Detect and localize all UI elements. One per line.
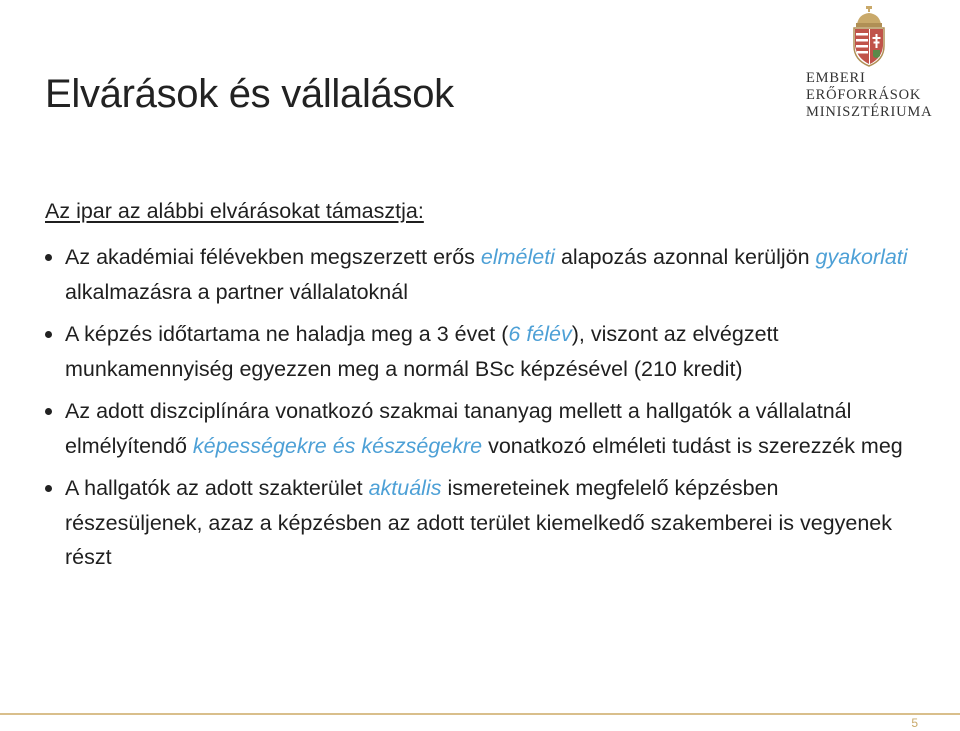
ministry-name-line-1: EMBERI ERŐFORRÁSOK: [806, 70, 922, 103]
bullet-text: Az adott diszciplínára vonatkozó szakmai tananyag mellett a hallgatók a vállalatnál elmélyítendő: [65, 399, 852, 458]
bullet-item: [40, 240, 910, 309]
highlight-text: gyakorlati: [815, 245, 908, 269]
bullet-text: ismereteinek megfelelő képzésben részesüljenek, azaz a képzésben az adott terület kiemelkedő szakemberei is vegyenek részt: [65, 476, 893, 569]
bullet-text: Az akadémiai félévekben megszerzett erős: [65, 245, 481, 269]
footer-divider: [0, 713, 960, 715]
crest-icon: [849, 6, 889, 68]
page-title: Elvárások és vállalások: [45, 72, 454, 116]
ministry-name-line-2: MINISZTÉRIUMA: [806, 104, 933, 120]
bullet-item: [40, 394, 910, 463]
bullet-dot-icon: [45, 331, 52, 338]
bullet-text: A hallgatók az adott szakterület: [65, 476, 369, 500]
highlight-text: képességekre és készségekre: [192, 433, 483, 458]
bullet-text: vonatkozó elméleti tudást is szerezzék meg: [482, 433, 903, 458]
bullet-dot-icon: [45, 408, 52, 415]
highlight-text: elméleti: [480, 245, 555, 269]
bullet-text: A képzés időtartama ne haladja meg a 3 évet (: [65, 322, 509, 346]
bullet-text: ), viszont az elvégzett munkamennyiség egyezzen meg a normál BSc képzésével (210 kredit): [65, 322, 779, 381]
bullet-text: alapozás azonnal kerüljön: [554, 245, 816, 269]
bullet-text: alkalmazásra a partner vállalatoknál: [65, 279, 408, 304]
page-number: 5: [911, 716, 918, 730]
ministry-logo: [794, 6, 944, 121]
highlight-text: 6 félév: [508, 322, 572, 346]
bullet-item: [40, 317, 910, 386]
bullet-item: [40, 471, 910, 575]
bullet-dot-icon: [45, 485, 52, 492]
bullet-list: [40, 240, 910, 583]
intro-heading: Az ipar az alábbi elvárásokat támasztja:: [45, 199, 424, 223]
ministry-name: [806, 70, 944, 121]
highlight-text: aktuális: [368, 476, 442, 500]
bullet-dot-icon: [45, 254, 52, 261]
